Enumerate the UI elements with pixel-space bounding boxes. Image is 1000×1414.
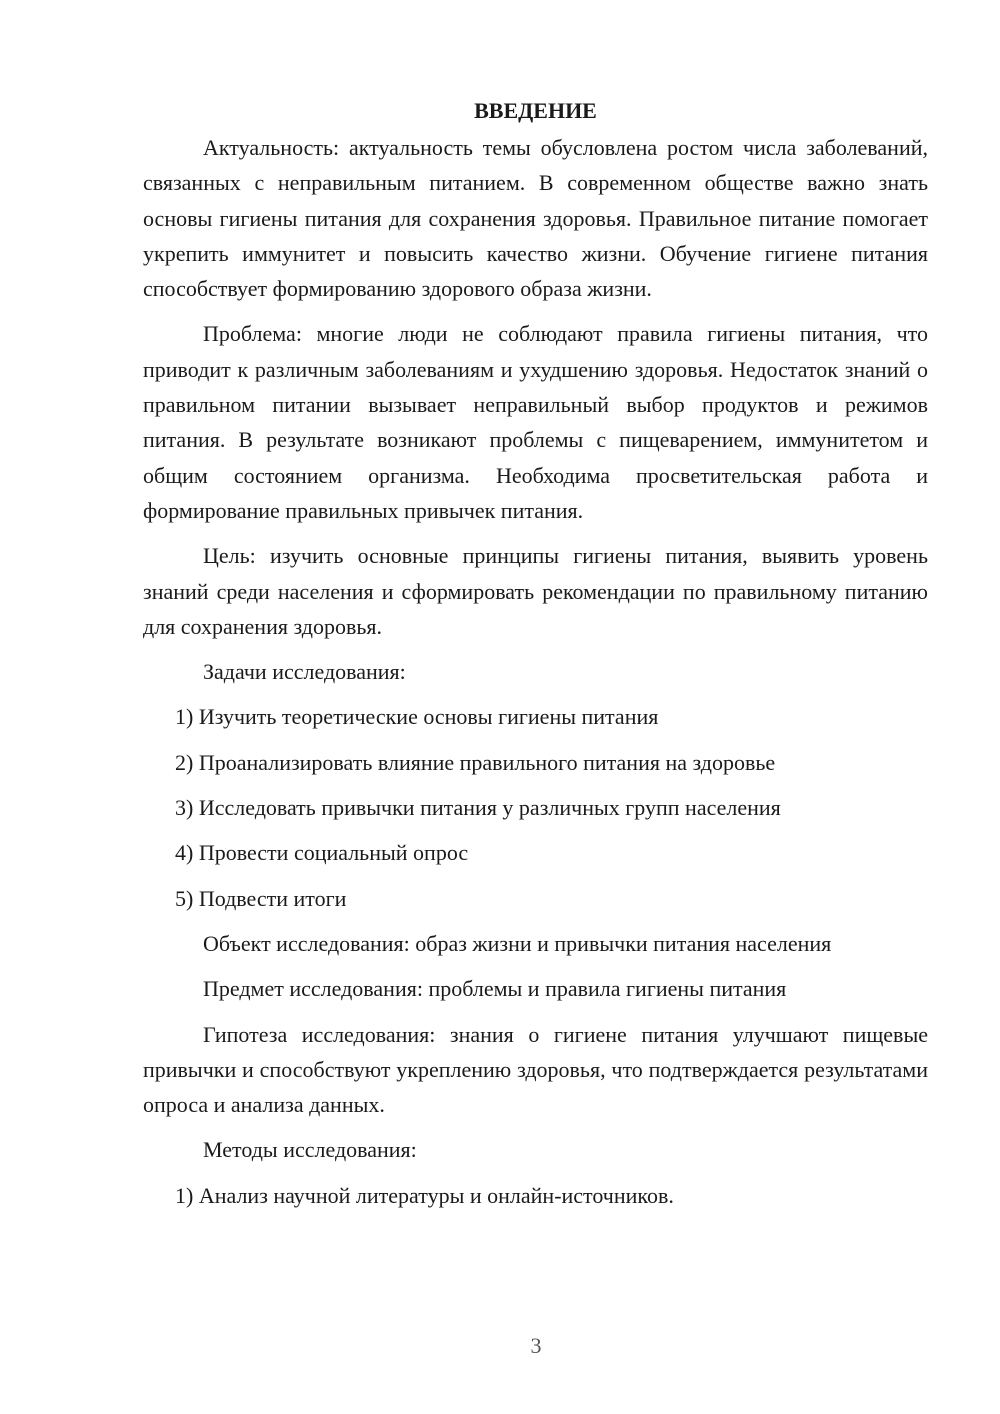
list-item: 2) Проанализировать влияние правильного питания на здоровье bbox=[175, 749, 776, 775]
section-title: ВВЕДЕНИЕ bbox=[474, 98, 597, 123]
methods-list bbox=[143, 1178, 928, 1213]
methods-heading: Методы исследования: bbox=[203, 1137, 417, 1163]
hypothesis-paragraph: Гипотеза исследования: знания о гигиене питания улучшают пищевые привычки и способствуют укреплению здоровья, что подтверждается результатами опроса и анализа данных. bbox=[143, 1021, 928, 1118]
relevance-paragraph: Актуальность: актуальность темы обусловлена ростом числа заболеваний, связанных с неправильным питанием. В современном обществе важно знать основы гигиены питания для сохранения здоровья. Правильное питание помогает укрепить иммунитет и повысить качество жизни. Обучение гигиене питания способствует формированию здорового образа жизни. bbox=[143, 135, 928, 302]
document-body bbox=[143, 93, 928, 1223]
object-line: Объект исследования: образ жизни и привычки питания населения bbox=[203, 930, 832, 956]
list-item: 3) Исследовать привычки питания у различных групп населения bbox=[175, 795, 781, 821]
list-item: 1) Изучить теоретические основы гигиены питания bbox=[175, 704, 659, 730]
subject-line: Предмет исследования: проблемы и правила гигиены питания bbox=[203, 976, 787, 1002]
list-item: 1) Анализ научной литературы и онлайн-источников. bbox=[175, 1182, 674, 1208]
list-item: 5) Подвести итоги bbox=[175, 885, 347, 911]
goal-paragraph: Цель: изучить основные принципы гигиены питания, выявить уровень знаний среди населения и сформировать рекомендации по правильному питанию для сохранения здоровья. bbox=[143, 543, 928, 639]
tasks-list bbox=[143, 699, 928, 915]
list-item: 4) Провести социальный опрос bbox=[175, 840, 469, 866]
problem-paragraph: Проблема: многие люди не соблюдают правила гигиены питания, что приводит к различным заболеваниям и ухудшению здоровья. Недостаток знаний о правильном питании вызывает неправильный выбор продуктов и режимов питания. В результате возникают проблемы с пищеварением, иммунитетом и общим состоянием организма. Необходима просветительская работа и формирование правильных привычек питания. bbox=[143, 321, 928, 523]
tasks-heading: Задачи исследования: bbox=[203, 659, 406, 685]
page-number: 3 bbox=[530, 1333, 542, 1358]
